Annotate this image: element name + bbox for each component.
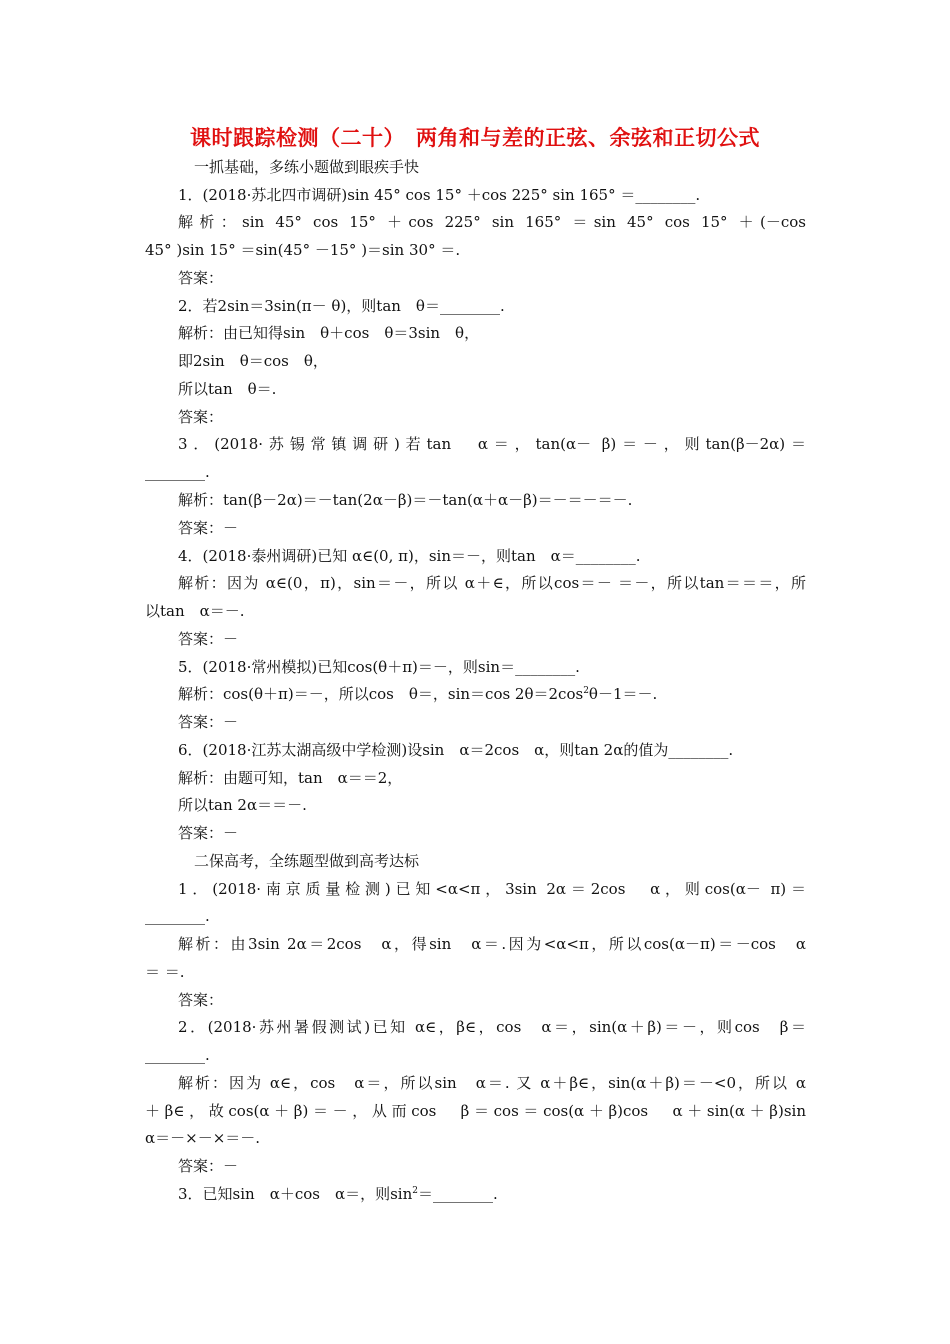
answer-text: 答案：－	[178, 1157, 239, 1175]
section-heading: 二保高考，全练题型做到高考达标	[194, 852, 420, 870]
solution-text: 以tan α＝－.	[145, 602, 245, 620]
answer-text: 答案：－	[178, 824, 239, 842]
problem-text: 2．(2018·苏州暑假测试)已知 α∈，β∈，cos α＝，sin(α＋β)＝－，则cos β＝	[178, 1018, 806, 1036]
solution-text: 即2sin θ＝cos θ，	[178, 352, 328, 370]
solution-text: 所以tan θ＝.	[178, 380, 277, 398]
section-heading: 一抓基础，多练小题做到眼疾手快	[194, 158, 420, 176]
problem-text: ________.	[145, 463, 210, 481]
solution-text: ＝ ＝.	[145, 963, 185, 981]
problem-text: 2．若2sin＝3sin(π－ θ)，则tan θ＝________.	[178, 297, 505, 315]
problem-text: ________.	[145, 907, 210, 925]
answer-text: 答案：－	[178, 519, 239, 537]
answer-text: 答案：	[178, 269, 224, 287]
solution-text: 解析：因为 α∈(0，π)，sin＝－，所以 α＋∈，所以cos＝－ ＝－，所以tan＝＝＝，所	[178, 574, 806, 592]
problem-text: 3．已知sin α＋cos α＝，则$\sin^2=\_\_\_\_\_\_\_\_$.	[178, 1185, 498, 1203]
solution-text: 解析：由已知得sin θ＋cos θ＝3sin θ，	[178, 324, 480, 342]
solution-text: 解析：sin 45° cos 15° ＋cos 225° sin 165° ＝sin 45° cos 15° ＋(－cos	[178, 213, 806, 231]
solution-text: 解析：因为 α∈，cos α＝，所以sin α＝. 又 α＋β∈，sin(α＋β)＝－<0，所以 α	[178, 1074, 806, 1092]
problem-text: 3．(2018·苏锡常镇调研)若tan α＝，tan(α－ β)＝－，则tan(β－2α)＝	[178, 435, 806, 453]
problem-text: 4．(2018·泰州调研)已知 α∈(0, π)，sin＝－，则tan α＝________.	[178, 547, 641, 565]
answer-text: 答案：－	[178, 713, 239, 731]
solution-text: 解析：由题可知，tan α＝＝2，	[178, 769, 403, 787]
problem-text: 1．(2018·苏北四市调研)sin 45° cos 15° ＋cos 225° sin 165° ＝________.	[178, 186, 701, 204]
solution-text: 45° )sin 15° ＝sin(45° －15° )＝sin 30° ＝.	[145, 241, 461, 259]
answer-text: 答案：	[178, 991, 224, 1009]
solution-text: 所以tan 2α＝＝－.	[178, 796, 307, 814]
solution-text: 解析：由3sin 2α＝2cos α，得sin α＝.因为<α<π，所以cos(α－π)＝－cos α	[178, 935, 806, 953]
solution-text: ＋β∈，故cos(α＋β)＝－，从而cos β＝cos＝cos(α＋β)cos α＋sin(α＋β)sin	[145, 1102, 806, 1120]
problem-text: 5．(2018·常州模拟)已知cos(θ＋π)＝－，则sin＝________.	[178, 658, 580, 676]
answer-text: 答案：－	[178, 630, 239, 648]
problem-text: ________.	[145, 1046, 210, 1064]
solution-text: 解析：tan(β－2α)＝－tan(2α－β)＝－tan(α＋α－β)＝－＝－＝－.	[178, 491, 633, 509]
solution-text: 解析：cos(θ＋π)＝－，所以cos θ＝，sin＝cos $2\theta=2\cos^2\theta-1=-$.	[178, 685, 658, 703]
problem-text: 1．(2018·南京质量检测)已知<α<π，3sin 2α＝2cos α，则cos(α－ π)＝	[178, 880, 806, 898]
problem-text: 6．(2018·江苏太湖高级中学检测)设sin α＝2cos α，则tan 2α的值为________.	[178, 741, 734, 759]
answer-text: 答案：	[178, 408, 224, 426]
solution-text: α＝－×－×＝－.	[145, 1129, 261, 1147]
page-title: 课时跟踪检测（二十） 两角和与差的正弦、余弦和正切公式	[190, 125, 760, 150]
